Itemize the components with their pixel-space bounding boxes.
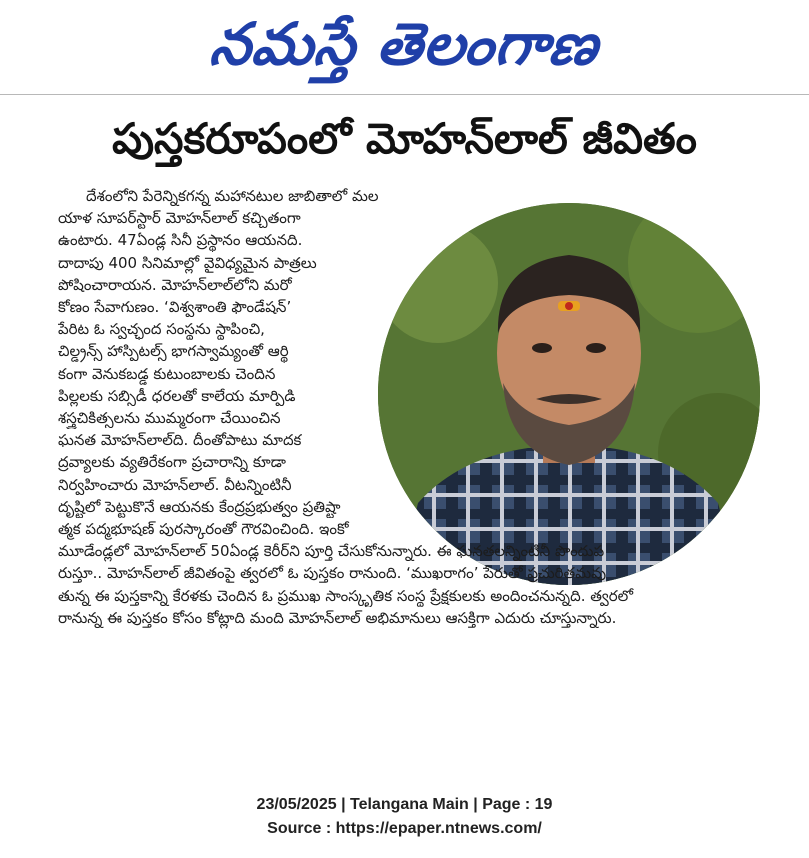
- article-line: రుస్తూ.. మోహన్‌లాల్ జీవితంపై త్వరలో ఓ పుస్తకం రానుంది. ‘ముఖరాగం’ పేరుతో ప్రచురితమవు: [58, 564, 607, 583]
- footer-source: Source : https://epaper.ntnews.com/: [267, 820, 542, 837]
- footer-edition-info: 23/05/2025 | Telangana Main | Page : 19: [256, 796, 553, 813]
- masthead-divider: [0, 94, 809, 95]
- article-line: రానున్న ఈ పుస్తకం కోసం కోట్లాది మంది మోహన్‌లాల్ అభిమానులు ఆసక్తిగా ఎదురు చూస్తున్నారు.: [58, 608, 617, 627]
- page-footer: [0, 793, 809, 841]
- article-line: శస్త్రచికిత్సలను ముమ్మరంగా చేయించిన: [58, 409, 281, 428]
- article-line: కోణం సేవాగుణం. ‘విశ్వశాంతి ఫౌండేషన్’: [58, 298, 292, 317]
- article-line: మూడేండ్లలో మోహన్‌లాల్ 50ఏండ్ల కెరీర్‌ని పూర్తి చేసుకోనున్నారు. ఈ ఘనతలన్నింటినీ పొందుప: [58, 542, 605, 561]
- article-line: పేరిట ఓ స్వచ్ఛంద సంస్థను స్థాపించి,: [58, 320, 265, 339]
- article-line: తున్న ఈ పుస్తకాన్ని కేరళకు చెందిన ఓ ప్రముఖ సాంస్కృతిక సంస్థ ప్రేక్షకులకు అందించనున్నది. త్వరలో: [58, 586, 634, 605]
- article-body: [58, 185, 764, 629]
- article-line: ఘనత మోహన్‌లాల్‌ది. దీంతోపాటు మాదక: [58, 431, 302, 450]
- article-line: దేశంలోని పేరెన్నికగన్న మహానటుల జాబితాలో మల: [86, 187, 379, 205]
- article-line: దాదాపు 400 సినిమాల్లో వైవిధ్యమైన పాత్రలు: [58, 253, 317, 272]
- article-line: త్మక పద్మభూషణ్ పురస్కారంతో గౌరవించింది. ఇంకో: [58, 520, 349, 539]
- article-line: నిర్వహించారు మోహన్‌లాల్. వీటన్నింటినీ: [58, 475, 292, 494]
- masthead-logo: నమస్తే తెలంగాణ: [206, 10, 603, 78]
- article-line: పోషించారాయన. మోహన్‌లాల్‌లోని మరో: [58, 275, 292, 294]
- article-line: దృష్టిలో పెట్టుకొనే ఆయనకు కేంద్రప్రభుత్వం ప్రతిష్టా: [58, 497, 341, 516]
- article-line: పిల్లలకు సబ్సిడీ ధరలతో కాలేయ మార్పిడి: [58, 386, 296, 405]
- article-line: ద్రవ్యాలకు వ్యతిరేకంగా ప్రచారాన్ని కూడా: [58, 453, 286, 472]
- article-line: చిల్డ్రన్స్ హాస్పిటల్స్ భాగస్వామ్యంతో ఆర్థి: [58, 342, 289, 361]
- article-line: యాళ సూపర్‌స్టార్ మోహన్‌లాల్ కచ్చితంగా: [58, 209, 301, 228]
- article-headline: పుస్తకరూపంలో మోహన్‌లాల్ జీవితం: [112, 114, 697, 163]
- article-line: ఉంటారు. 47ఏండ్ల సినీ ప్రస్థానం ఆయనది.: [58, 231, 303, 250]
- article-line: కంగా వెనుకబడ్డ కుటుంబాలకు చెందిన: [58, 364, 276, 383]
